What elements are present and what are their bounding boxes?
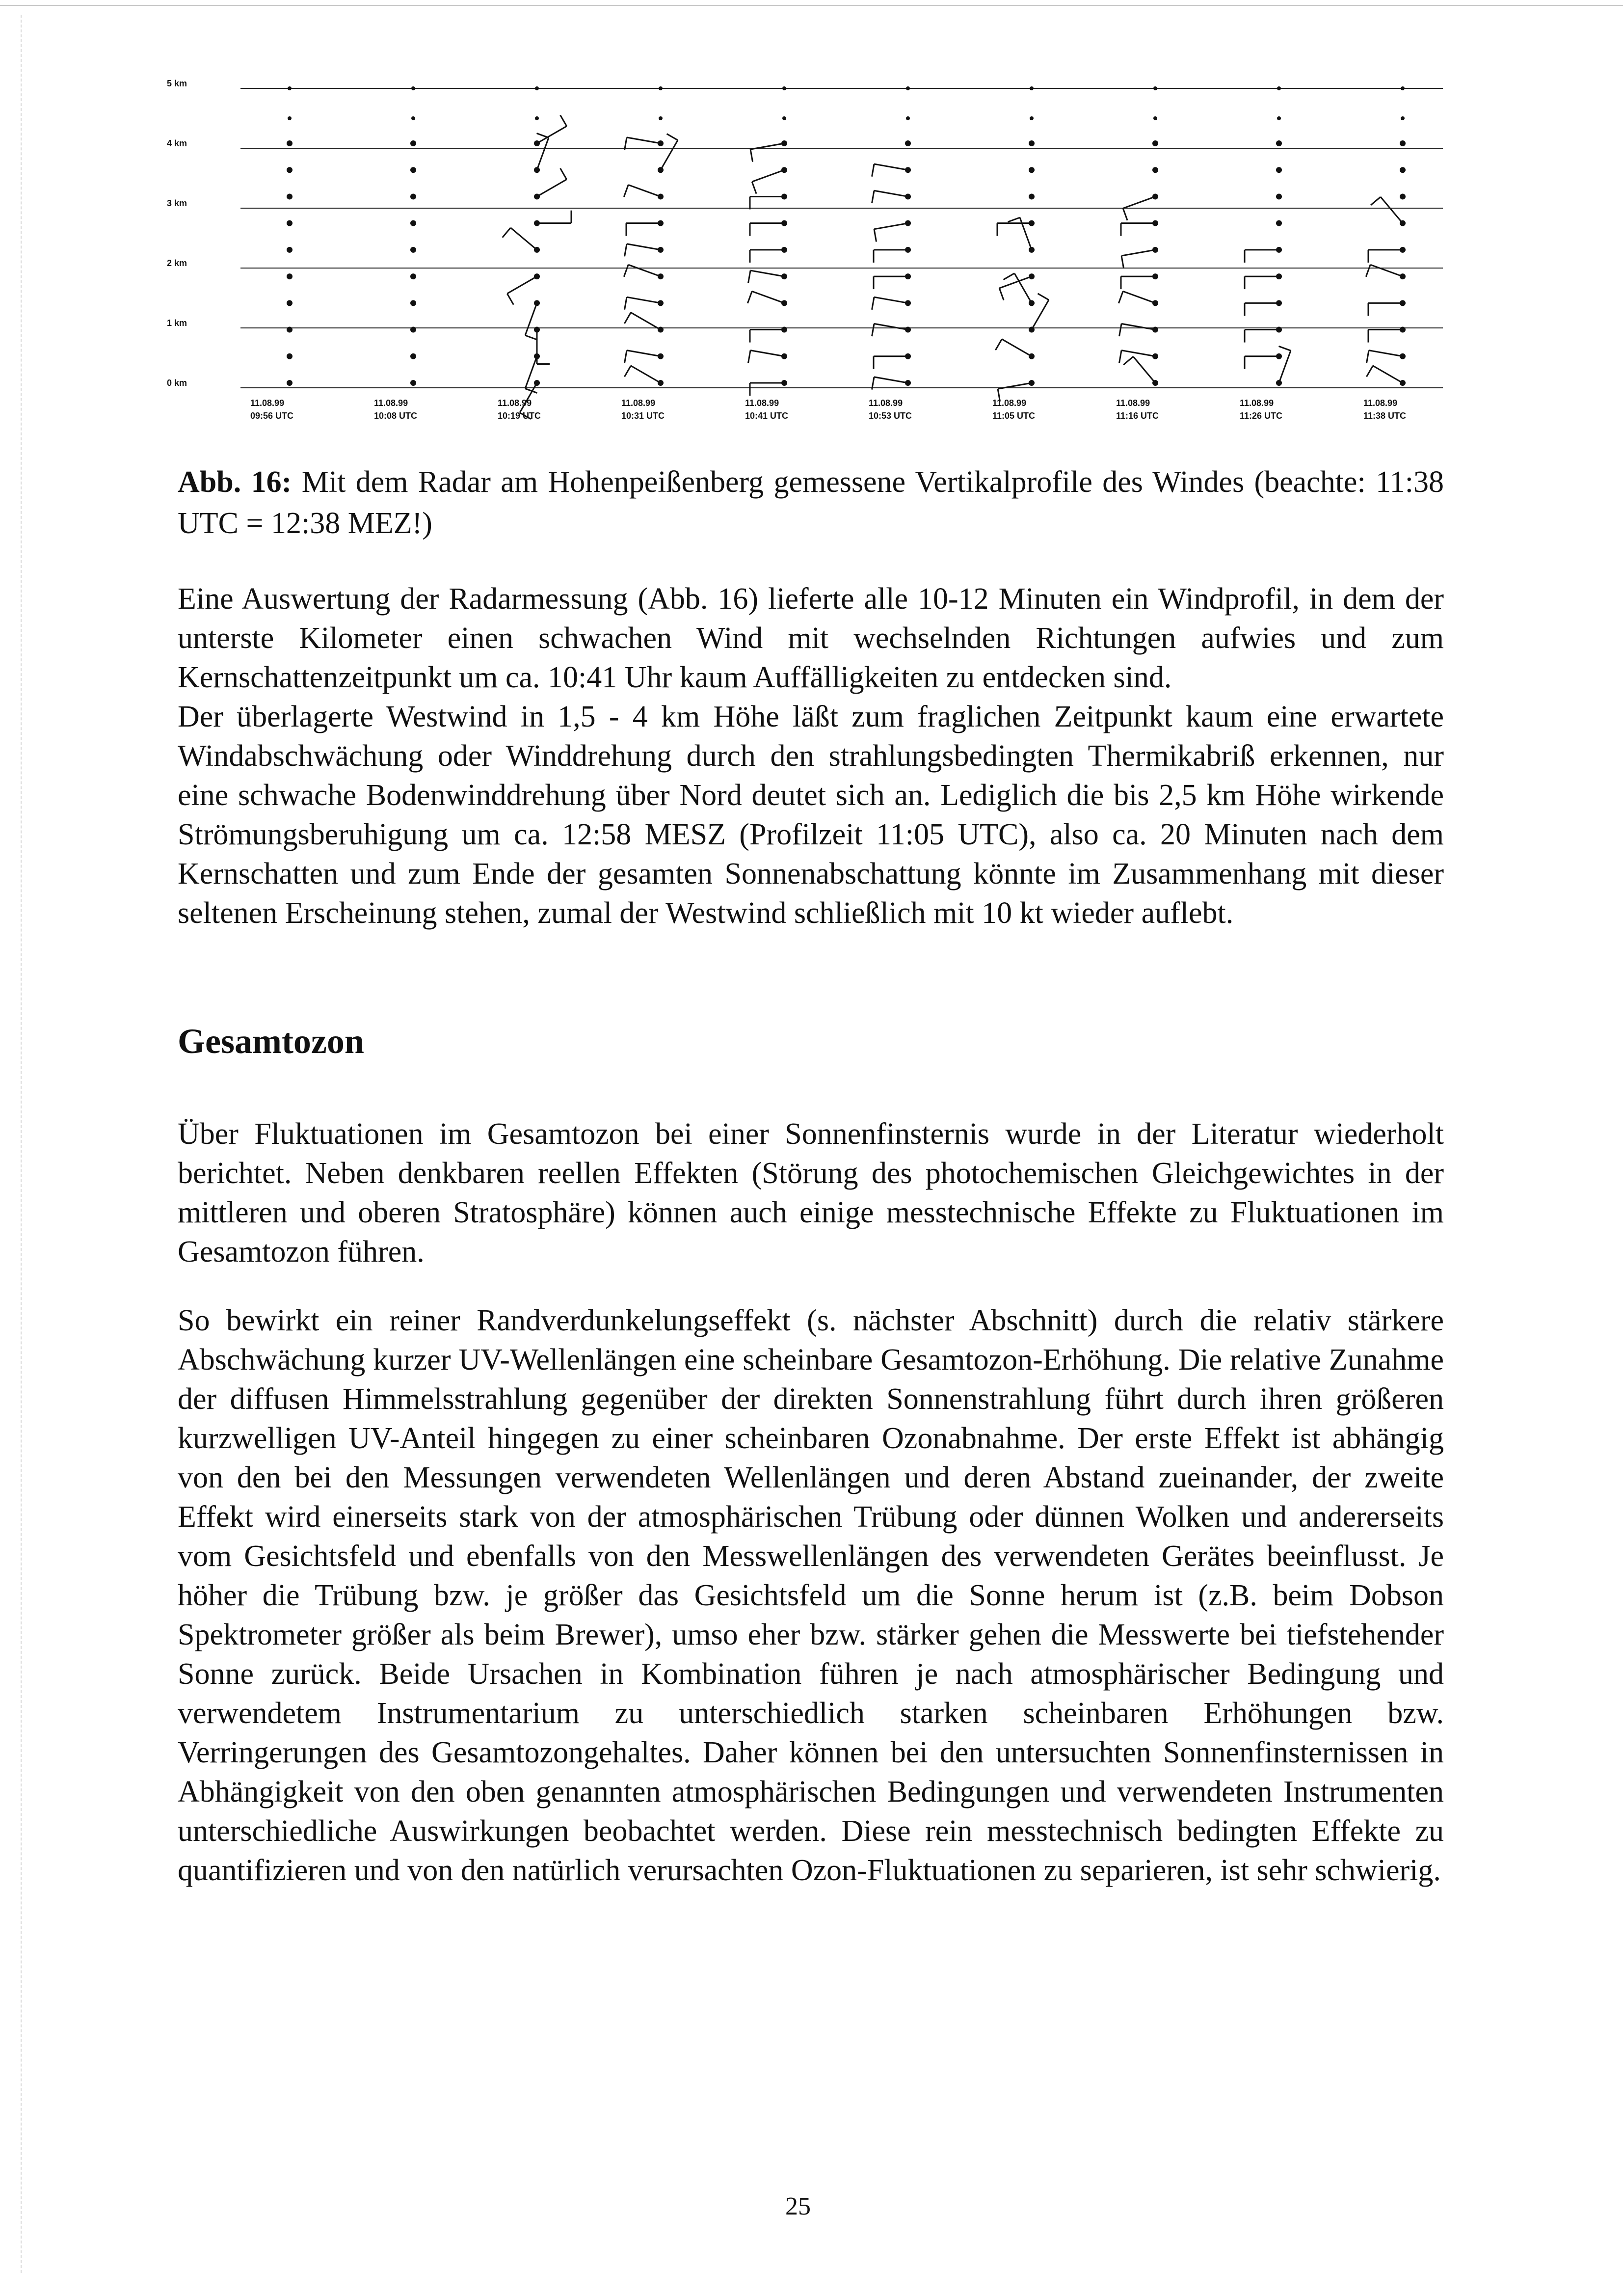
page-number: 25 (785, 2192, 811, 2220)
wind-barb-shaft (537, 179, 567, 196)
station-dot (288, 116, 292, 120)
wind-barb-shaft (627, 351, 661, 356)
wind-barb-feather (1367, 351, 1369, 363)
wind-barb-shaft (874, 324, 908, 329)
wind-barb-feather (1366, 366, 1373, 377)
wind-barb-shaft (1002, 339, 1032, 356)
altitude-label-1km: 1 km (167, 318, 187, 328)
wind-barb-shaft (628, 265, 661, 276)
wind-station-dot (410, 167, 416, 173)
wind-barb-shaft (628, 185, 661, 197)
paragraph-ozone-fluctuations: Über Fluktuationen im Gesamtozon bei einer Sonnenfinsternis wurde in der Literatur wiederholt berichtet. Neben denkbaren reellen Effekten (Störung des photochemischen Gleichgewichtes in der mittleren und oberen Stratosphäre) können auch einige messtechnische Effekte zu Fluktuationen im Gesamtozon führen. (178, 1117, 1444, 1269)
wind-station-dot (410, 273, 416, 279)
station-dot (782, 116, 786, 120)
wind-barb-feather (747, 291, 752, 303)
station-dot (535, 116, 539, 120)
profile-time-label: 11.08.99 11:26 UTC (1240, 398, 1283, 421)
wind-barb-feather (1118, 291, 1123, 303)
wind-barb-feather (1123, 208, 1127, 220)
wind-barb-shaft (627, 244, 661, 250)
wind-station-dot (287, 167, 293, 173)
wind-barb-shaft (1133, 356, 1155, 383)
profile-time-label: 11.08.99 11:16 UTC (1116, 398, 1159, 421)
wind-station-dot (410, 380, 416, 386)
wind-barb-shaft (1381, 197, 1403, 223)
wind-station-dot (905, 140, 911, 146)
wind-barb-shaft (1121, 351, 1155, 356)
station-dot (1277, 116, 1281, 120)
profile-time-label: 11.08.99 10:31 UTC (621, 398, 665, 421)
wind-station-dot (410, 220, 416, 226)
wind-barb-shaft (1121, 324, 1155, 329)
wind-barb-shaft (631, 366, 661, 383)
wind-station-dot (410, 247, 416, 253)
wind-station-dot (287, 353, 293, 359)
station-dot (1153, 116, 1157, 120)
wind-station-dot (534, 273, 540, 279)
paragraph-limb-darkening: So bewirkt ein reiner Randverdunkelungseffekt (s. nächster Abschnitt) durch die relativ stärkere Abschwächung kurzer UV-Wellenlängen eine scheinbare Gesamtozon-Erhöhung. Die relative Zunahme der diffusen Himmelsstrahlung gegenüber der direkten Sonnenstrahlung führt durch ihren größeren kurzwelligen UV-Anteil hingegen zu einer scheinbaren Ozonabnahme. Der erste Effekt ist abhängig von den bei den Messungen verwendeten Wellenlängen und deren Abstand zueinander, der zweite Effekt wird einerseits stark von der atmosphärischen Trübung oder dünnen Wolken und andererseits vom Gesichtsfeld und ebenfalls von den Messwellenlängen des verwendeten Gerätes beeinflusst. Je höher die Trübung bzw. je größer das Gesichtsfeld um die Sonne herum ist (z.B. beim Dobson Spektrometer größer als beim Brewer), umso eher bzw. stärker gehen die Messwerte bei tiefstehender Sonne zurück. Beide Ursachen in Kombination führen je nach atmosphärischer Bedingung und verwendetem Instrumentarium zu unterschiedlich starken scheinbaren Erhöhungen bzw. Verringerungen des Gesamtozongehaltes. Daher können bei den untersuchten Sonnenfinsternissen in Abhängigkeit von den oben genannten atmosphärischen Bedingungen und verwendeten Instrumenten unterschiedliche Auswirkungen beobachtet werden. Diese rein messtechnisch bedingten Effekte zu quantifizieren und von den natürlich verursachten Ozon-Fluktuationen zu separieren, ist sehr schwierig. (178, 1304, 1444, 1887)
station-dot (1030, 86, 1034, 90)
wind-barb-feather (1003, 273, 1014, 280)
wind-barb-shaft (874, 190, 908, 196)
wind-station-dot (1029, 167, 1035, 173)
wind-barb-feather (1279, 346, 1291, 351)
wind-station-dot (1029, 193, 1035, 199)
station-dot (411, 116, 415, 120)
profile-time-label: 11.08.99 10:08 UTC (374, 398, 418, 421)
wind-station-dot (287, 327, 293, 333)
wind-barb-shaft (874, 164, 908, 170)
wind-station-dot (287, 247, 293, 253)
wind-barb-feather (748, 270, 751, 283)
wind-station-dot (287, 380, 293, 386)
wind-station-dot (1400, 140, 1406, 146)
wind-barb-shaft (1123, 196, 1155, 208)
paragraph-radar-evaluation: Eine Auswertung der Radarmessung (Abb. 16) lieferte alle 10-12 Minuten ein Windprofil, in dem der unterste Kilometer einen schwachen Wind mit wechselnden Richtungen aufwies und zum Kernschattenzeitpunkt um ca. 10:41 Uhr kaum Auffälligkeiten zu entdecken sind. (178, 582, 1444, 694)
wind-barb-feather (624, 265, 628, 276)
wind-station-dot (1276, 167, 1282, 173)
wind-station-dot (1400, 167, 1406, 173)
caption-text: Mit dem Radar am Hohenpeißenberg gemessene Vertikalprofile des Windes (beachte: 11:38 UTC = 12:38 MEZ!) (178, 465, 1444, 540)
section-heading: Gesamtozon (178, 1022, 364, 1061)
wind-barb-feather (1123, 356, 1133, 365)
station-dot (906, 116, 910, 120)
wind-barb-shaft (631, 313, 661, 330)
station-dot (411, 86, 415, 90)
wind-barb-feather (503, 228, 511, 238)
wind-barb-feather (872, 190, 875, 203)
wind-barb-feather (999, 288, 1004, 300)
wind-barb-shaft (874, 297, 908, 303)
station-dot (1153, 86, 1157, 90)
wind-barb-feather (507, 294, 513, 305)
profile-time-label: 11.08.99 11:38 UTC (1363, 398, 1407, 421)
wind-barb-shaft (627, 137, 661, 143)
wind-station-dot (1276, 193, 1282, 199)
wind-barb-feather (624, 185, 628, 197)
paragraph-westwind: Der überlagerte Westwind in 1,5 - 4 km Höhe läßt zum fraglichen Zeitpunkt kaum eine erwartete Windabschwächung oder Winddrehung durch den strahlungsbedingten Thermikabriß erkennen, nur eine schwache Bodenwinddrehung über Nord deutet sich an. Lediglich die bis 2,5 km Höhe wirkende Strömungsberuhigung um ca. 12:58 MESZ (Profilzeit 11:05 UTC), also ca. 20 Minuten nach dem Kernschatten und zum Ende der gesamten Sonnenabschattung könnte im Zusammenhang mit dieser seltenen Erscheinung stehen, zumal der Westwind schließlich mit 10 kt wieder auflebt. (178, 700, 1444, 930)
wind-barb-feather (1119, 351, 1122, 363)
altitude-label-5km: 5 km (167, 79, 187, 88)
station-dot (659, 86, 663, 90)
wind-barb-feather (1119, 324, 1122, 336)
wind-station-dot (410, 193, 416, 199)
station-dot (906, 86, 910, 90)
wind-barb-shaft (510, 228, 537, 250)
wind-station-dot (410, 140, 416, 146)
wind-barb-shaft (752, 170, 784, 182)
wind-station-dot (1152, 167, 1158, 173)
wind-barb-feather (625, 351, 627, 363)
wind-barb-shaft (752, 291, 784, 303)
wind-barb-feather (625, 244, 627, 257)
altitude-label-0km: 0 km (167, 378, 187, 388)
station-dot (782, 86, 786, 90)
wind-barb-feather (560, 115, 567, 126)
wind-profile-figure (167, 69, 1453, 442)
wind-barb-shaft (874, 223, 908, 229)
profile-time-label: 11.08.99 10:19 UTC (498, 398, 541, 421)
wind-barb-feather (624, 313, 631, 324)
wind-barb-feather (748, 351, 751, 363)
wind-barb-feather (1366, 265, 1370, 276)
wind-barb-shaft (750, 270, 784, 276)
wind-station-dot (410, 353, 416, 359)
station-dot (288, 86, 292, 90)
wind-barb-feather (624, 366, 631, 377)
wind-barb-shaft (1123, 291, 1155, 303)
wind-barb-shaft (627, 297, 661, 303)
wind-barb-shaft (1121, 250, 1155, 256)
wind-station-dot (287, 273, 293, 279)
wind-barb-shaft (1369, 351, 1403, 356)
station-dot (659, 116, 663, 120)
station-dot (535, 86, 539, 90)
altitude-label-4km: 4 km (167, 138, 187, 148)
wind-station-dot (287, 300, 293, 306)
figure-caption (178, 461, 1444, 544)
wind-station-dot (410, 327, 416, 333)
wind-barb-feather (1008, 217, 1020, 222)
wind-barb-feather (874, 229, 877, 242)
profile-time-label: 11.08.99 11:05 UTC (992, 398, 1036, 421)
wind-barb-shaft (874, 377, 908, 383)
wind-barb-feather (666, 134, 678, 140)
wind-barb-feather (1121, 256, 1124, 269)
wind-station-dot (1276, 220, 1282, 226)
wind-barb-shaft (1370, 265, 1403, 276)
wind-barb-feather (537, 134, 549, 138)
wind-station-dot (287, 193, 293, 199)
wind-barb-feather (752, 182, 756, 193)
wind-barb-feather (872, 164, 875, 177)
altitude-label-2km: 2 km (167, 258, 187, 268)
wind-barb-feather (872, 297, 875, 310)
wind-barb-feather (560, 168, 567, 180)
profile-time-label: 11.08.99 10:41 UTC (745, 398, 789, 421)
caption-label: Abb. 16: (178, 465, 292, 499)
wind-station-dot (410, 300, 416, 306)
wind-station-dot (287, 140, 293, 146)
wind-profile-plot (167, 69, 1453, 442)
wind-station-dot (1152, 140, 1158, 146)
wind-station-dot (1029, 140, 1035, 146)
wind-barb-feather (750, 149, 753, 162)
wind-barb-feather (525, 335, 537, 340)
wind-barb-feather (625, 297, 627, 310)
wind-barb-shaft (1373, 366, 1403, 383)
station-dot (1277, 86, 1281, 90)
station-dot (1401, 116, 1405, 120)
wind-station-dot (1276, 140, 1282, 146)
station-dot (1401, 86, 1405, 90)
page-top-edge (0, 5, 1623, 6)
wind-station-dot (1400, 193, 1406, 199)
wind-barb-shaft (750, 351, 784, 356)
profile-time-label: 11.08.99 10:53 UTC (869, 398, 912, 421)
wind-station-dot (287, 220, 293, 226)
station-dot (1030, 116, 1034, 120)
page-left-edge (21, 15, 22, 2273)
wind-barb-shaft (999, 276, 1032, 288)
profile-time-label: 11.08.99 09:56 UTC (250, 398, 294, 421)
wind-barb-feather (1371, 197, 1381, 205)
altitude-label-3km: 3 km (167, 198, 187, 208)
wind-barb-feather (1038, 294, 1049, 300)
wind-barb-feather (995, 339, 1002, 351)
wind-barb-feather (872, 324, 875, 336)
wind-station-dot (1029, 300, 1035, 306)
wind-barb-shaft (507, 276, 537, 294)
